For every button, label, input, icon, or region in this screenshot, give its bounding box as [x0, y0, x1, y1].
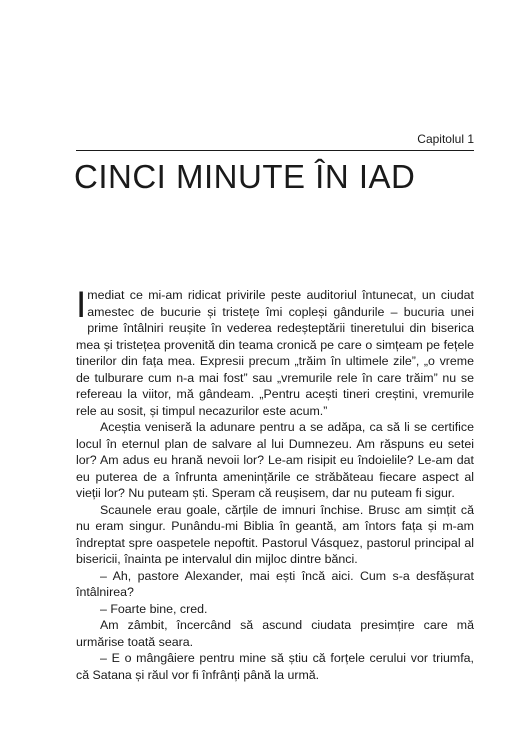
- chapter-divider: [76, 150, 474, 151]
- paragraph-7: – E o mângâiere pentru mine să știu că forțele cerului vor triumfa, că Satana și răul vor fi înfrânți până la urmă.: [76, 651, 474, 682]
- paragraph-5: – Foarte bine, cred.: [100, 601, 208, 616]
- paragraph-4: – Ah, pastore Alexander, mai ești încă aici. Cum s-a desfășurat întâlnirea?: [76, 568, 474, 599]
- chapter-label: Capitolul 1: [417, 132, 474, 146]
- paragraph-6: Am zâmbit, încercând să ascund ciudata presimțire care mă urmărise toată seara.: [76, 618, 474, 649]
- chapter-body: [76, 284, 474, 683]
- paragraph-2: Aceștia veniseră la adunare pentru a se adăpa, ca să li se certifice locul în eternul plan de salvare al lui Dumnezeu. Am răspuns eu setei lor? Am adus eu hrană nevoii lor? Le-am risipit eu îndoielile? Le-am dat eu puterea de a înfrunta amenințările ce străbăteau fiecare aspect al vieții lor? Nu puteam ști. Speram că reușisem, dar nu puteam fi sigur.: [76, 420, 474, 500]
- chapter-title: CINCI MINUTE ÎN IAD: [74, 158, 416, 195]
- drop-cap: I: [76, 284, 87, 325]
- paragraph-1-text: mediat ce mi-am ridicat privirile peste auditoriul întunecat, un ciudat amestec de bucurie și tristețe îmi copleși gândurile – bucuria unei prime întâlniri reușite în vederea redeșteptării tineretului din biserica mea și tristețea provenită din teama cronică pe care o simțeam pe fețele tinerilor din fața mea. Expresii precum „trăim în ultimele zile”, „o vreme de tulburare cum n-a mai fost” sau „vremurile rele în care trăim” nu se refereau la viitor, mă gândeam. „Pentru acești tineri creștini, vremurile rele au sosit, și timpul necazurilor este acum.”: [76, 288, 474, 418]
- paragraph-1: [76, 284, 474, 419]
- paragraph-3: Scaunele erau goale, cărțile de imnuri închise. Brusc am simțit că nu eram singur. Punându-mi Biblia în geantă, am întors fața și m-am îndreptat spre oaspetele nepoftit. Pastorul Vásquez, pastorul principal al bisericii, înainta pe intervalul din mijloc dintre bănci.: [76, 502, 474, 566]
